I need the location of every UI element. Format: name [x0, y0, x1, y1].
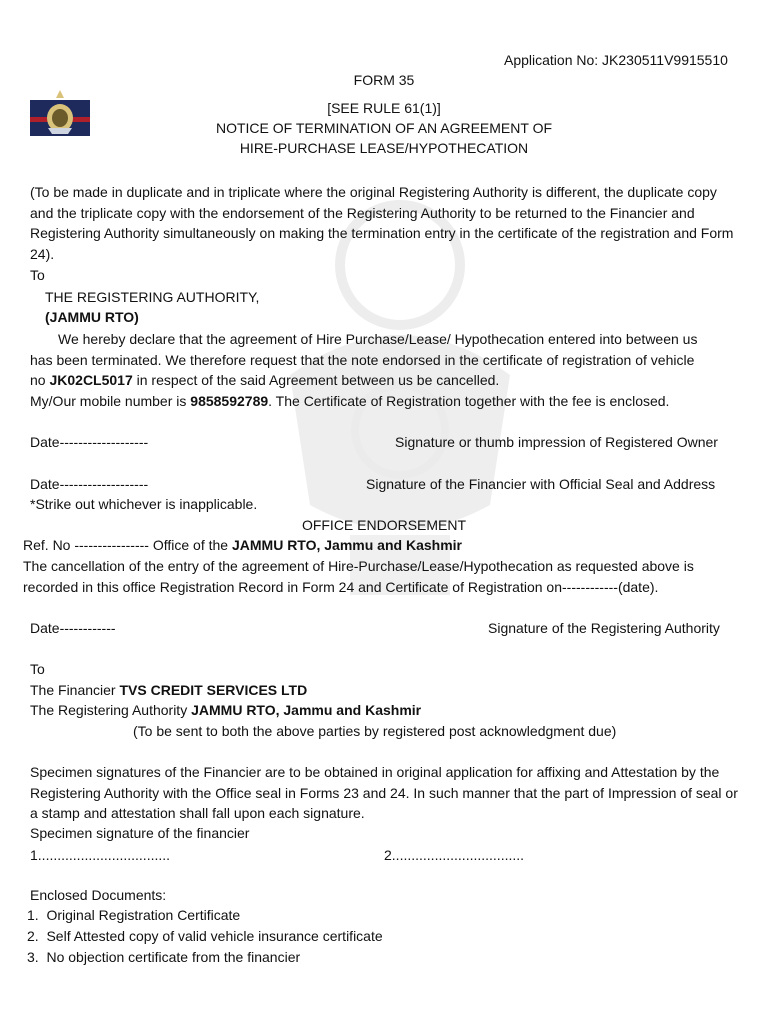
enclosed-heading: Enclosed Documents: — [30, 887, 167, 903]
enclosed-item: 2. Self Attested copy of valid vehicle insurance certificate — [27, 928, 383, 944]
office-name: JAMMU RTO, Jammu and Kashmir — [231, 537, 462, 553]
enclosed-item: 1. Original Registration Certificate — [27, 907, 241, 923]
to-label: To — [30, 267, 45, 283]
financier-name: TVS CREDIT SERVICES LTD — [119, 682, 308, 698]
authority-date: Date------------ — [30, 620, 116, 636]
office-endorsement-heading: OFFICE ENDORSEMENT — [301, 517, 467, 533]
rule-reference: [SEE RULE 61(1)] — [327, 100, 441, 116]
post-note: (To be sent to both the above parties by registered post acknowledgment due) — [133, 723, 617, 739]
vehicle-number: JK02CL5017 — [49, 372, 133, 388]
notice-title-line2: HIRE-PURCHASE LEASE/HYPOTHECATION — [239, 140, 529, 156]
authority-office: (JAMMU RTO) — [45, 309, 139, 325]
declaration-line3: no JK02CL5017 in respect of the said Agreement between us be cancelled. — [30, 372, 500, 388]
financier-signature-label: Signature of the Financier with Official Seal and Address — [366, 476, 716, 492]
form-title: FORM 35 — [353, 72, 415, 88]
financier-date: Date------------------- — [30, 476, 149, 492]
endorsement-line2: recorded in this office Registration Record in Form 24 and Certificate of Registration on------------(date). — [23, 579, 659, 595]
owner-date: Date------------------- — [30, 434, 149, 450]
authority-recipient: The Registering Authority JAMMU RTO, Jammu and Kashmir — [30, 702, 422, 718]
notice-title-line1: NOTICE OF TERMINATION OF AN AGREEMENT OF — [215, 120, 553, 136]
reference-line: Ref. No ---------------- Office of the JAMMU RTO, Jammu and Kashmir — [23, 537, 462, 553]
specimen-label: Specimen signature of the financier — [30, 825, 250, 841]
specimen-signature-1: 1.................................. — [30, 847, 171, 863]
strike-out-note: *Strike out whichever is inapplicable. — [30, 496, 258, 512]
specimen-signature-2: 2.................................. — [384, 847, 525, 863]
recipients-to-label: To — [30, 661, 45, 677]
authority-signature-label: Signature of the Registering Authority — [488, 620, 720, 636]
authority-name: THE REGISTERING AUTHORITY, — [45, 289, 260, 305]
recipient-authority-name: JAMMU RTO, Jammu and Kashmir — [191, 702, 422, 718]
financier-recipient: The Financier TVS CREDIT SERVICES LTD — [30, 682, 308, 698]
enclosed-item: 3. No objection certificate from the financier — [27, 949, 301, 965]
endorsement-line1: The cancellation of the entry of the agreement of Hire-Purchase/Lease/Hypothecation as requested above is — [23, 558, 694, 574]
declaration-line2: has been terminated. We therefore request that the note endorsed in the certificate of registration of vehicle — [30, 352, 695, 368]
owner-signature-label: Signature or thumb impression of Registered Owner — [395, 434, 718, 450]
mobile-line: My/Our mobile number is 9858592789. The Certificate of Registration together with the fee is enclosed. — [30, 393, 670, 409]
specimen-text: Specimen signatures of the Financier are to be obtained in original application for affixing and Attestation by the Registering Authority with the Office seal in Forms 23 and 24. In such manner that the part of Impression of seal or a stamp and attestation shall fall upon each signature. — [30, 764, 738, 821]
mobile-number: 9858592789 — [190, 393, 269, 409]
declaration-line1: We hereby declare that the agreement of Hire Purchase/Lease/ Hypothecation entered into between us — [58, 331, 698, 347]
application-number: Application No: JK230511V9915510 — [504, 52, 728, 68]
intro-note: (To be made in duplicate and in triplicate where the original Registering Authority is different, the duplicate copy and the triplicate copy with the endorsement of the Registering Authority to be returned to the Financier and Registering Authority simultaneously on making the termination entry in the certificate of the registration and Form 24). — [30, 184, 734, 262]
